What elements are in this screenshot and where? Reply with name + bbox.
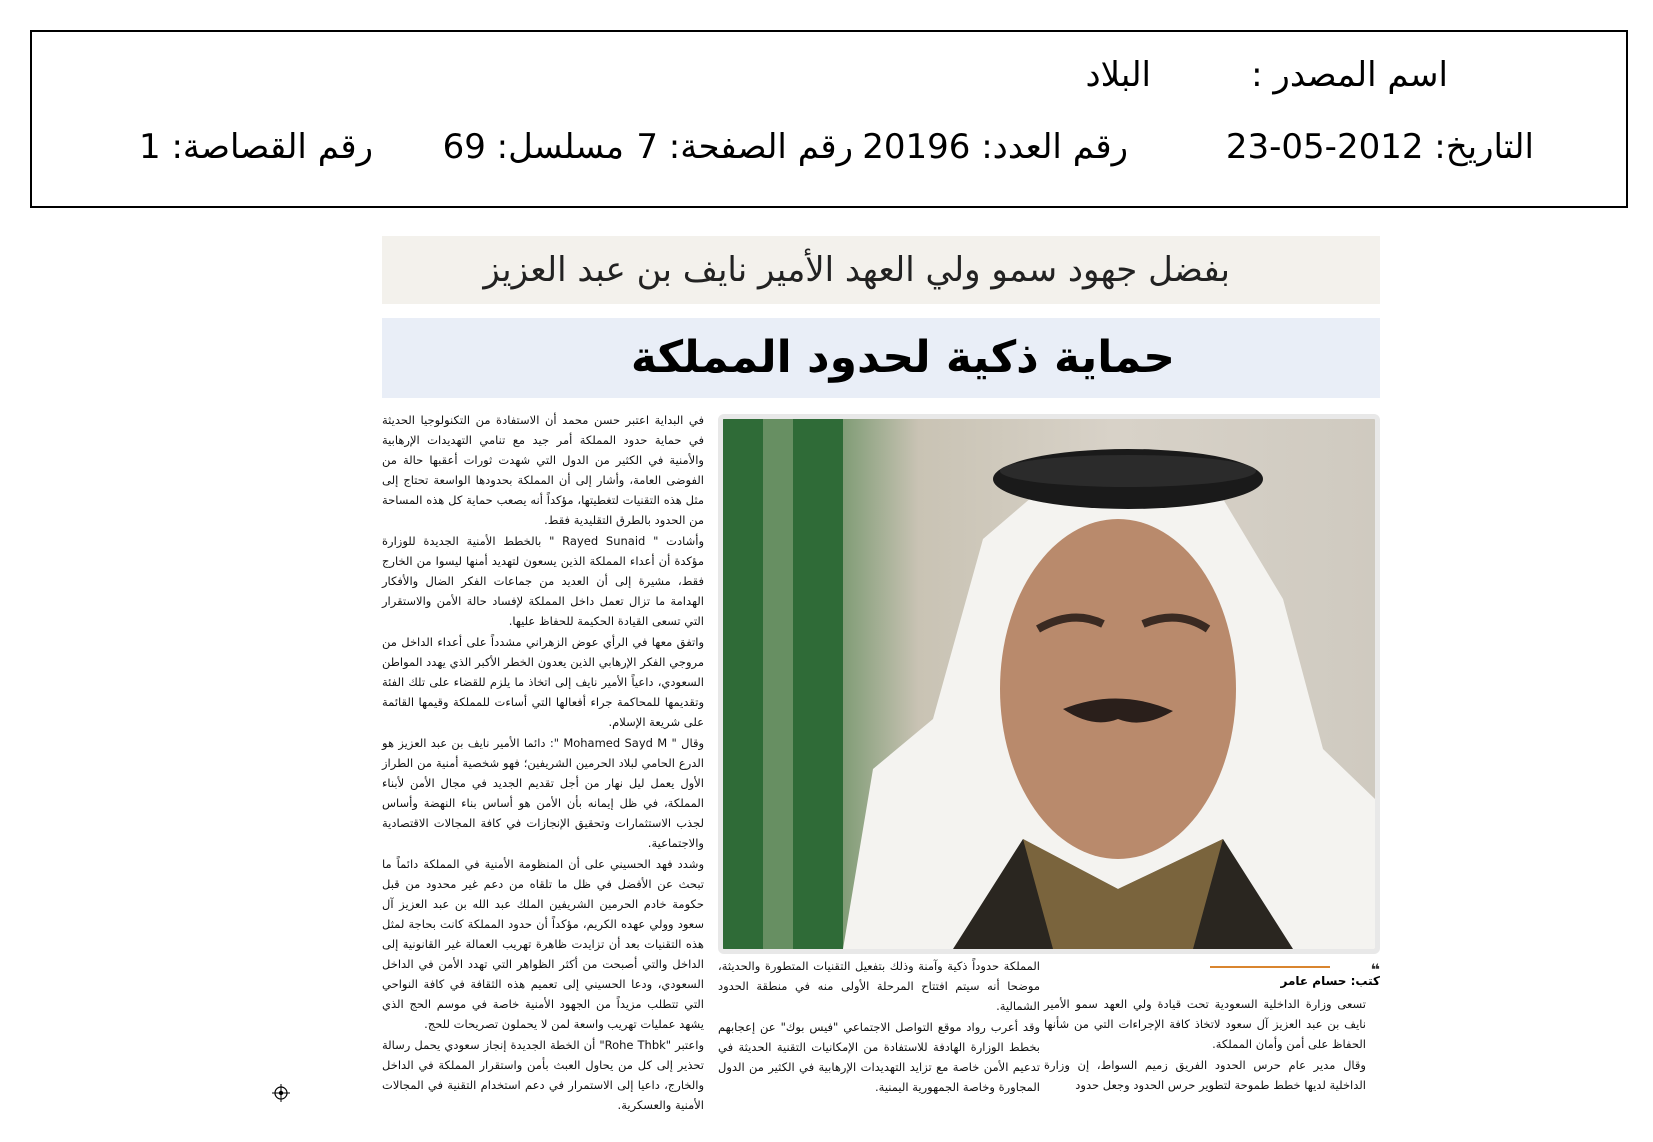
source-label: اسم المصدر : [1251,55,1448,95]
clip-number: رقم القصاصة: 1 [139,127,373,167]
paragraph: واتفق معها في الرأي عوض الزهراني مشدداً على أعداء الداخل من مروجي الفكر الإرهابي الذين يعدون الخطر الأكبر الذي يهدد المواطن السعودي، داعياً الأمير نايف إلى اتخاذ ما يلزم للقضاء على تلك الفئة وتقديمها للمحاكمة جراء أفعالها التي أساءت للمملكة وقيمها القائمة على شريعة الإسلام. [382,635,704,729]
source-value: البلاد [1085,55,1151,95]
headline-banner [382,318,1380,398]
paragraph: تسعى وزارة الداخلية السعودية تحت قيادة ولي العهد سمو الأمير نايف بن عبد العزيز آل سعود لاتخاذ كافة الإجراءات التي من شأنها الحفاظ على أمن وأمان المملكة. [1044,997,1366,1051]
byline-rule [1210,966,1330,968]
paragraph: وقال " Mohamed Sayd M ": دائما الأمير نايف بن عبد العزيز هو الدرع الحامي لبلاد الحرمين الشريفين؛ فهو شخصية أمنية من الطراز الأول يعمل ليل نهار من أجل تقديم الجديد في مجال الأمن لأبناء المملكة، في ظل إيمانه بأن الأمن هو أساس بناء النهضة وأساس لجذب الاستثمارات وتحقيق الإنجازات في كافة المجالات الاقتصادية والاجتماعية. [382,736,705,850]
headline-text: حماية ذكية لحدود المملكة [630,332,1175,383]
paragraph: واعتبر "Rohe Thbk" أن الخطة الجديدة إنجاز سعودي يحمل رسالة تحذير إلى كل من يحاول العبث بأمن واستقرار المملكة في الداخل والخارج، داعيا إلى الاستمرار في دعم استخدام التقنية في المجالات الأمنية والعسكرية. [382,1038,704,1112]
paragraph: في البداية اعتبر حسن محمد أن الاستفادة من التكنولوجيا الحديثة في حماية حدود المملكة أمر جيد مع تنامي التهديدات الإرهابية والأمنية في الكثير من الدول التي شهدت ثورات أعقبها حالة من الفوضى العامة، وأشار إلى أن المملكة بحدودها الواسعة تحتاج إلى مثل هذه التقنيات لتغطيتها، مؤكداً أنه يصعب حماية كل هذه المساحة من الحدود بالطرق التقليدية فقط. [382,413,704,527]
newspaper-clipping [382,236,1380,1126]
portrait-photo [718,414,1380,954]
paragraph: وأشادت " Rayed Sunaid " بالخطط الأمنية الجديدة للوزارة مؤكدة أن أعداء المملكة الذين يسعون لتهديد أمنها ليسوا من الخارج فقط، مشيرة إلى أن العديد من جماعات الفكر الضال والأفكار الهدامة ما تزال تعمل داخل المملكة لإفساد حالة الأمن والاستقرار التي تسعى القيادة الحكيمة للحفاظ عليها. [382,534,704,628]
kicker-text: بفضل جهود سمو ولي العهد الأمير نايف بن عبد العزيز [483,250,1230,290]
paragraph: المملكة حدوداً ذكية وآمنة وذلك بتفعيل التقنيات المتطورة والحديثة، موضحا أنه سيتم افتتاح المرحلة الأولى منه في منطقة الحدود الشمالية. [718,959,1040,1013]
byline [1058,960,1380,988]
date-field: التاريخ: 2012-05-23 [1225,127,1534,167]
registration-mark-icon [272,1084,290,1102]
quote-icon: ❝ [1370,960,1380,979]
page-number: رقم الصفحة: 7 [636,127,853,167]
paragraph: وقد أعرب رواد موقع التواصل الاجتماعي "فيس بوك" عن إعجابهم بخطط الوزارة الهادفة للاستفادة من الإمكانيات التقنية الحديثة في تدعيم الأمن خاصة مع تزايد التهديدات الإرهابية في الكثير من الدول المجاورة وخاصة الجمهورية اليمنية. [718,1020,1040,1094]
serial-number: مسلسل: 69 [442,127,624,167]
middle-column [718,956,1040,1098]
issue-number: رقم العدد: 20196 [862,127,1128,167]
kicker-banner [382,236,1380,304]
byline-text: كتب: حسام عامر [1280,974,1380,988]
paragraph: وقال مدير عام حرس الحدود الفريق زميم السواط، إن وزارة الداخلية لديها خطط طموحة لتطوير حرس الحدود وجعل حدود [1044,1058,1366,1092]
left-column [382,410,704,1116]
right-column [1044,994,1366,1096]
clipping-header [30,30,1628,208]
paragraph: وشدد فهد الحسيني على أن المنظومة الأمنية في المملكة دائماً ما تبحث عن الأفضل في ظل ما تلقاه من دعم غير محدود من قبل حكومة خادم الحرمين الشريفين الملك عبد الله بن عبد العزيز آل سعود وولي عهده الكريم، مؤكداً أن حدود المملكة كانت بحاجة لمثل هذه التقنيات بعد أن تزايدت ظاهرة تهريب العمالة غير القانونية إلى الداخل والتي أصبحت من أكثر الظواهر التي تهدد الأمن في الداخل السعودي، ودعا الحسيني إلى تعميم هذه الثقافة في كافة النواحي التي تتطلب مزيداً من الجهود الأمنية خاصة في موسم الحج الذي يشهد عمليات تهريب واسعة لمن لا يحملون تصريحات للحج. [382,857,704,1031]
portrait-illustration [723,419,1375,949]
